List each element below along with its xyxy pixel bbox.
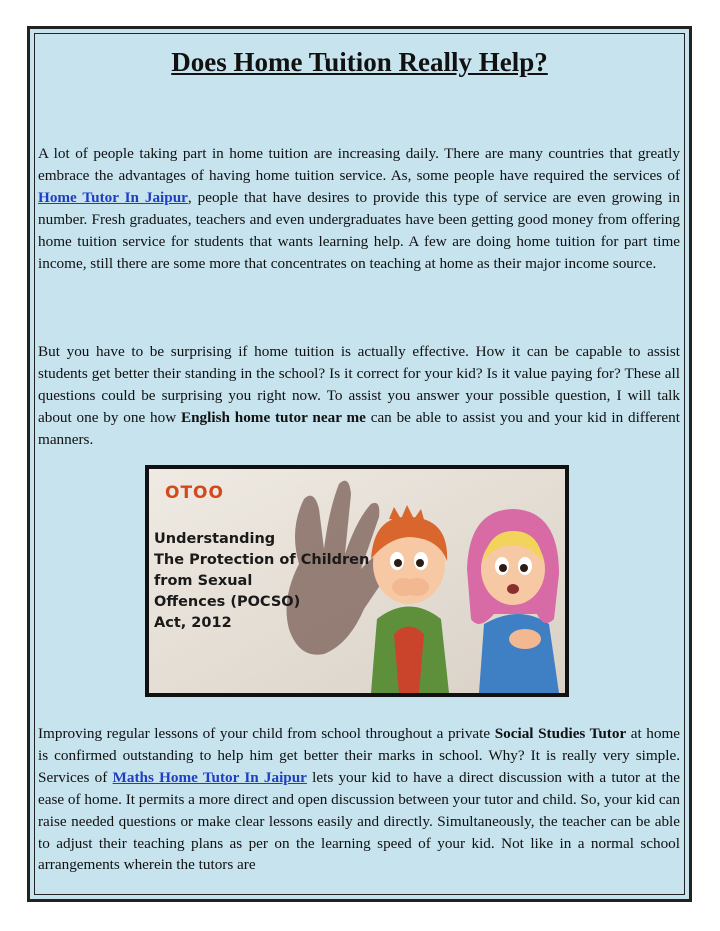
- paragraph-3-text-b: at home is confirmed outstanding to help him get better their marks in school. Why? It is really very simple. Services of: [38, 725, 681, 786]
- paragraph-3-text-c: lets your kid to have a direct discussion with a tutor at the ease of home. It permits a more direct and open discussion between your tutor and child. So, your kid can raise needed questions or make clear lessons easily and directly. Simultaneously, the teacher can be able to adjust their teaching plans as per on the learning speed of your kid. Not like in a normal school arrangements wherein the tutors are: [38, 768, 681, 874]
- paragraph-1-text-b: , people that have desires to provide this type of service are even growing in number. Fresh graduates, teachers and even undergraduates have been getting good money from offering home tuition service for students that wants learning help. A few are doing home tuition for part time income, still there are some more that concentrates on teaching at home as their major income source.: [38, 188, 680, 272]
- paragraph-2: [38, 341, 680, 451]
- paragraph-3: [38, 723, 680, 876]
- page-title: Does Home Tuition Really Help?: [171, 47, 548, 77]
- otoo-logo: OTOO: [165, 483, 224, 503]
- home-tutor-jaipur-link[interactable]: Home Tutor In Jaipur: [38, 188, 188, 206]
- poster-line-5: Act, 2012: [154, 615, 232, 631]
- poster-line-3: from Sexual: [154, 573, 253, 589]
- maths-home-tutor-jaipur-link[interactable]: Maths Home Tutor In Jaipur: [112, 768, 307, 786]
- poster-line-1: Understanding: [154, 531, 276, 547]
- paragraph-2-text-b: can be able to assist you and your kid in different manners.: [38, 408, 680, 448]
- paragraph-2-text-a: But you have to be surprising if home tuition is actually effective. How it can be capable to assist students get better their standing in the school? Is it correct for your kid? Is it value paying for? These all questions could be surprising you right now. To assist you answer your possible question, I will talk about one by one how: [38, 343, 680, 426]
- pocso-poster-image: [145, 465, 569, 697]
- paragraph-1-text-a: A lot of people taking part in home tuition are increasing daily. There are many countries that greatly embrace the advantages of having home tuition service. As, some people have required the services of: [38, 145, 680, 184]
- social-studies-tutor-keyword: Social Studies Tutor: [494, 725, 627, 742]
- paragraph-1: [38, 143, 680, 274]
- poster-heading: [154, 529, 369, 634]
- poster-line-2: The Protection of Children: [154, 552, 370, 568]
- document-page: [27, 26, 692, 902]
- english-home-tutor-keyword: English home tutor near me: [180, 408, 366, 426]
- paragraph-3-text-a: Improving regular lessons of your child from school throughout a private: [38, 725, 495, 742]
- poster-line-4: Offences (POCSO): [154, 594, 301, 610]
